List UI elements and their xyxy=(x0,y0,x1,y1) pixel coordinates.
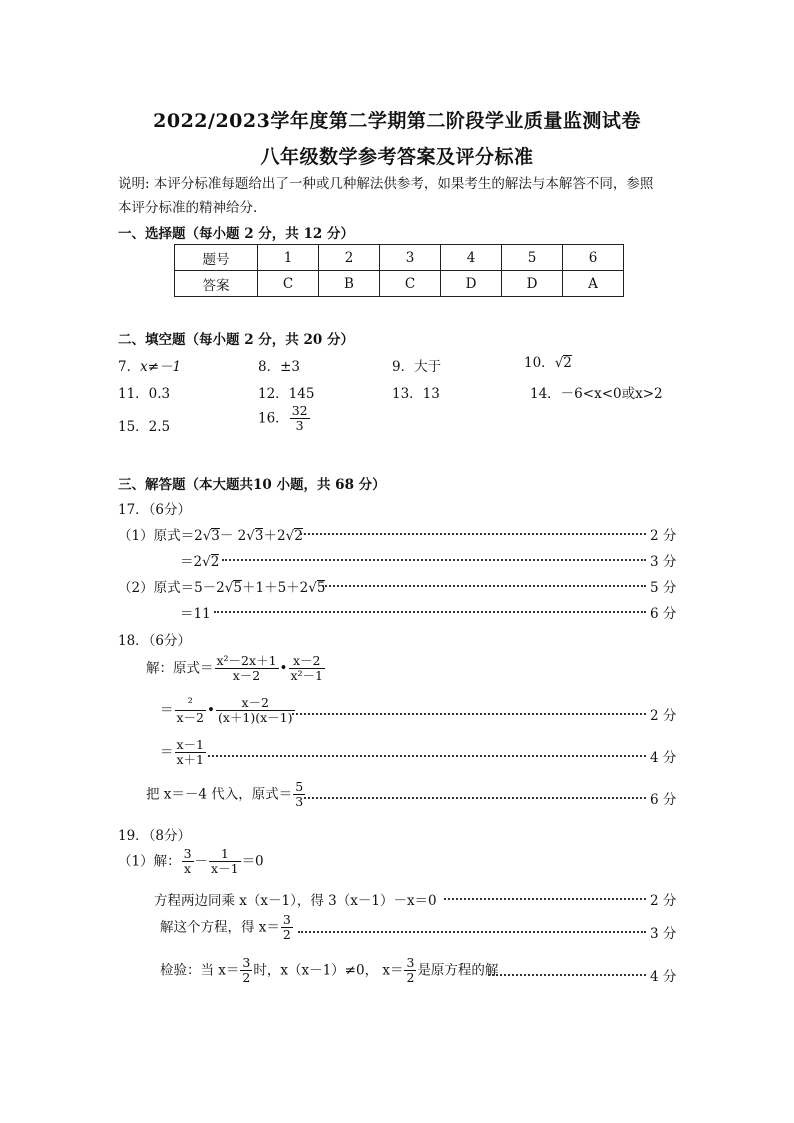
p17-l2-radicand: 2 xyxy=(210,554,220,570)
problem-18-header: 18．（6分） xyxy=(118,633,192,649)
q10-radicand: 2 xyxy=(563,355,572,371)
q16-numerator: 32 xyxy=(291,403,308,418)
p18-f5-numerator: x－1 xyxy=(176,737,205,752)
fill-answer-13: 13．13 xyxy=(392,386,440,402)
table-cell: 题号 xyxy=(175,245,258,271)
p17-line-1: （1）原式＝2√3－ 2√3＋2√2 xyxy=(118,528,303,544)
p18-f2-numerator: x－2 xyxy=(289,654,326,669)
table-cell: 6 xyxy=(563,245,624,271)
score-mark: 4 分 xyxy=(650,969,677,985)
p17-l3-radicand-2: 5 xyxy=(316,580,326,596)
leader-dots xyxy=(488,974,646,976)
p18-f2-denominator: x²－1 xyxy=(290,668,324,684)
leader-dots xyxy=(300,533,646,535)
fill-answer-14: 14．－6<x<0或x>2 xyxy=(530,386,663,402)
problem-17-header: 17．（6分） xyxy=(118,502,192,518)
answer-table xyxy=(174,244,624,297)
p17-l2-prefix: ＝2 xyxy=(180,554,203,570)
p19-line-3 xyxy=(160,913,294,943)
p19-f4-denominator: 2 xyxy=(242,970,251,986)
score-mark: 4 分 xyxy=(650,750,677,766)
score-mark: 3 分 xyxy=(650,926,677,942)
table-cell: A xyxy=(563,271,624,297)
p18-line-2 xyxy=(160,696,296,726)
p19-line-4 xyxy=(160,956,498,986)
p18-f6-denominator: 3 xyxy=(295,794,304,810)
section-1-heading: 一、选择题（每小题 2 分，共 12 分） xyxy=(118,226,354,242)
q16-label: 16． xyxy=(258,410,289,427)
p17-l1-radicand-3: 2 xyxy=(294,528,303,544)
fill-answer-16 xyxy=(258,404,311,434)
p18-f1-denominator: x－2 xyxy=(232,668,261,684)
p17-l3-mid: ＋1＋5＋2 xyxy=(241,580,309,596)
page-title: 2022/2023学年度第二学期第二阶段学业质量监测试卷 xyxy=(153,110,641,132)
p19-l4-prefix: 检验：当 x＝ xyxy=(160,962,240,979)
score-mark: 6 分 xyxy=(650,606,677,622)
p17-l1-radicand-1: 3 xyxy=(211,528,220,544)
p19-f2-denominator: x－1 xyxy=(211,861,239,877)
table-cell: 1 xyxy=(258,245,319,271)
leader-dots xyxy=(222,559,646,561)
p19-f4-numerator: 3 xyxy=(242,955,251,970)
p18-f5-denominator: x＋1 xyxy=(176,752,205,768)
leader-dots xyxy=(304,797,646,799)
fill-answer-10: 10．√2 xyxy=(524,355,572,371)
table-cell: C xyxy=(380,271,441,297)
fill-answer-11: 11．0.3 xyxy=(118,386,171,402)
table-cell: D xyxy=(441,271,502,297)
p17-l1-mid2: ＋2 xyxy=(263,528,286,544)
p18-line-4 xyxy=(146,780,306,810)
p19-f3-denominator: 2 xyxy=(282,927,291,943)
q10-label: 10． xyxy=(524,355,555,371)
p19-l4-suffix: 是原方程的解 xyxy=(417,962,499,979)
table-cell: 3 xyxy=(380,245,441,271)
page-subtitle: 八年级数学参考答案及评分标准 xyxy=(260,146,534,168)
fill-answer-12: 12．145 xyxy=(258,386,315,402)
table-cell: 5 xyxy=(502,245,563,271)
leader-dots xyxy=(298,931,646,933)
p19-l3-prefix: 解这个方程，得 x＝ xyxy=(160,919,280,936)
leader-dots xyxy=(292,713,646,715)
leader-dots xyxy=(444,898,646,900)
p17-l1-mid: － 2 xyxy=(219,528,247,544)
p17-l3-prefix: （2）原式＝5－2 xyxy=(118,580,225,596)
score-mark: 3 分 xyxy=(650,554,677,570)
q7-label: 7． xyxy=(118,359,141,375)
table-cell: 4 xyxy=(441,245,502,271)
p19-f1-denominator: x xyxy=(184,861,192,877)
section-3-heading: 三、解答题（本大题共10 小题，共 68 分） xyxy=(118,477,386,493)
table-cell: C xyxy=(258,271,319,297)
p18-dot: • xyxy=(279,660,288,677)
q7-answer: x≠－1 xyxy=(140,359,182,375)
table-cell: 2 xyxy=(319,245,380,271)
p17-l3-radicand-1: 5 xyxy=(233,580,242,596)
p17-line-2: ＝2√2 xyxy=(180,554,220,570)
p19-l4-mid: 时，x（x－1）≠0， x＝ xyxy=(253,962,404,979)
p17-line-3: （2）原式＝5－2√5＋1＋5＋2√5 xyxy=(118,580,326,596)
p19-line-2: 方程两边同乘 x（x－1），得 3（x－1）－x＝0 xyxy=(154,893,437,909)
p18-f6-numerator: 5 xyxy=(295,779,304,794)
p18-l1-prefix: 解：原式＝ xyxy=(146,660,214,677)
p19-f1-numerator: 3 xyxy=(183,846,192,861)
p18-f4-denominator: (x＋1)(x－1) xyxy=(217,710,293,726)
table-row xyxy=(175,271,624,297)
p18-l4-prefix: 把 x＝－4 代入，原式＝ xyxy=(146,786,293,803)
fill-answer-15: 15．2.5 xyxy=(118,419,171,435)
p17-l1-prefix: （1）原式＝2 xyxy=(118,528,203,544)
p18-l2-prefix: ＝ xyxy=(160,702,174,719)
p19-l1-suffix: ＝0 xyxy=(241,853,264,870)
p19-l1-prefix: （1）解： xyxy=(118,853,181,870)
p19-f3-numerator: 3 xyxy=(282,912,291,927)
p17-l1-radicand-2: 3 xyxy=(254,528,264,544)
score-mark: 6 分 xyxy=(650,792,677,808)
note-line-2: 本评分标准的精神给分. xyxy=(118,200,258,216)
leader-dots xyxy=(214,611,646,613)
p19-f5-denominator: 2 xyxy=(406,970,415,986)
table-row xyxy=(175,245,624,271)
score-mark: 2 分 xyxy=(650,893,677,909)
p18-line-3 xyxy=(160,738,207,768)
p18-f3-denominator: x－2 xyxy=(176,710,205,726)
score-mark: 2 分 xyxy=(650,528,677,544)
note-line-1: 说明: 本评分标准每题给出了一种或几种解法供参考，如果考生的解法与本解答不同，参照 xyxy=(118,176,654,192)
table-cell: B xyxy=(319,271,380,297)
fill-answer-9: 9．大于 xyxy=(392,359,442,375)
leader-dots xyxy=(208,755,646,757)
p19-minus: － xyxy=(194,853,209,870)
section-2-heading: 二、填空题（每小题 2 分，共 20 分） xyxy=(118,332,354,348)
p18-dot-2: • xyxy=(207,702,215,719)
problem-19-header: 19．（8分） xyxy=(118,828,192,844)
p19-f2-numerator: 1 xyxy=(209,847,241,862)
fill-answer-8: 8．±3 xyxy=(258,359,300,375)
fill-answer-7 xyxy=(118,355,181,375)
p19-f5-numerator: 3 xyxy=(406,955,415,970)
leader-dots xyxy=(322,585,646,587)
p17-line-4: ＝11 xyxy=(180,606,211,622)
p18-f4-numerator: x－2 xyxy=(216,696,295,711)
p18-f1-numerator: x²－2x＋1 xyxy=(216,653,277,668)
q16-denominator: 3 xyxy=(295,418,304,434)
p18-line-1 xyxy=(146,654,326,684)
p19-line-1 xyxy=(118,847,264,877)
p18-f3-numerator: ² xyxy=(175,696,207,711)
table-cell: 答案 xyxy=(175,271,258,297)
score-mark: 2 分 xyxy=(650,708,677,724)
table-cell: D xyxy=(502,271,563,297)
score-mark: 5 分 xyxy=(650,580,677,596)
p18-l3-prefix: ＝ xyxy=(160,744,174,761)
